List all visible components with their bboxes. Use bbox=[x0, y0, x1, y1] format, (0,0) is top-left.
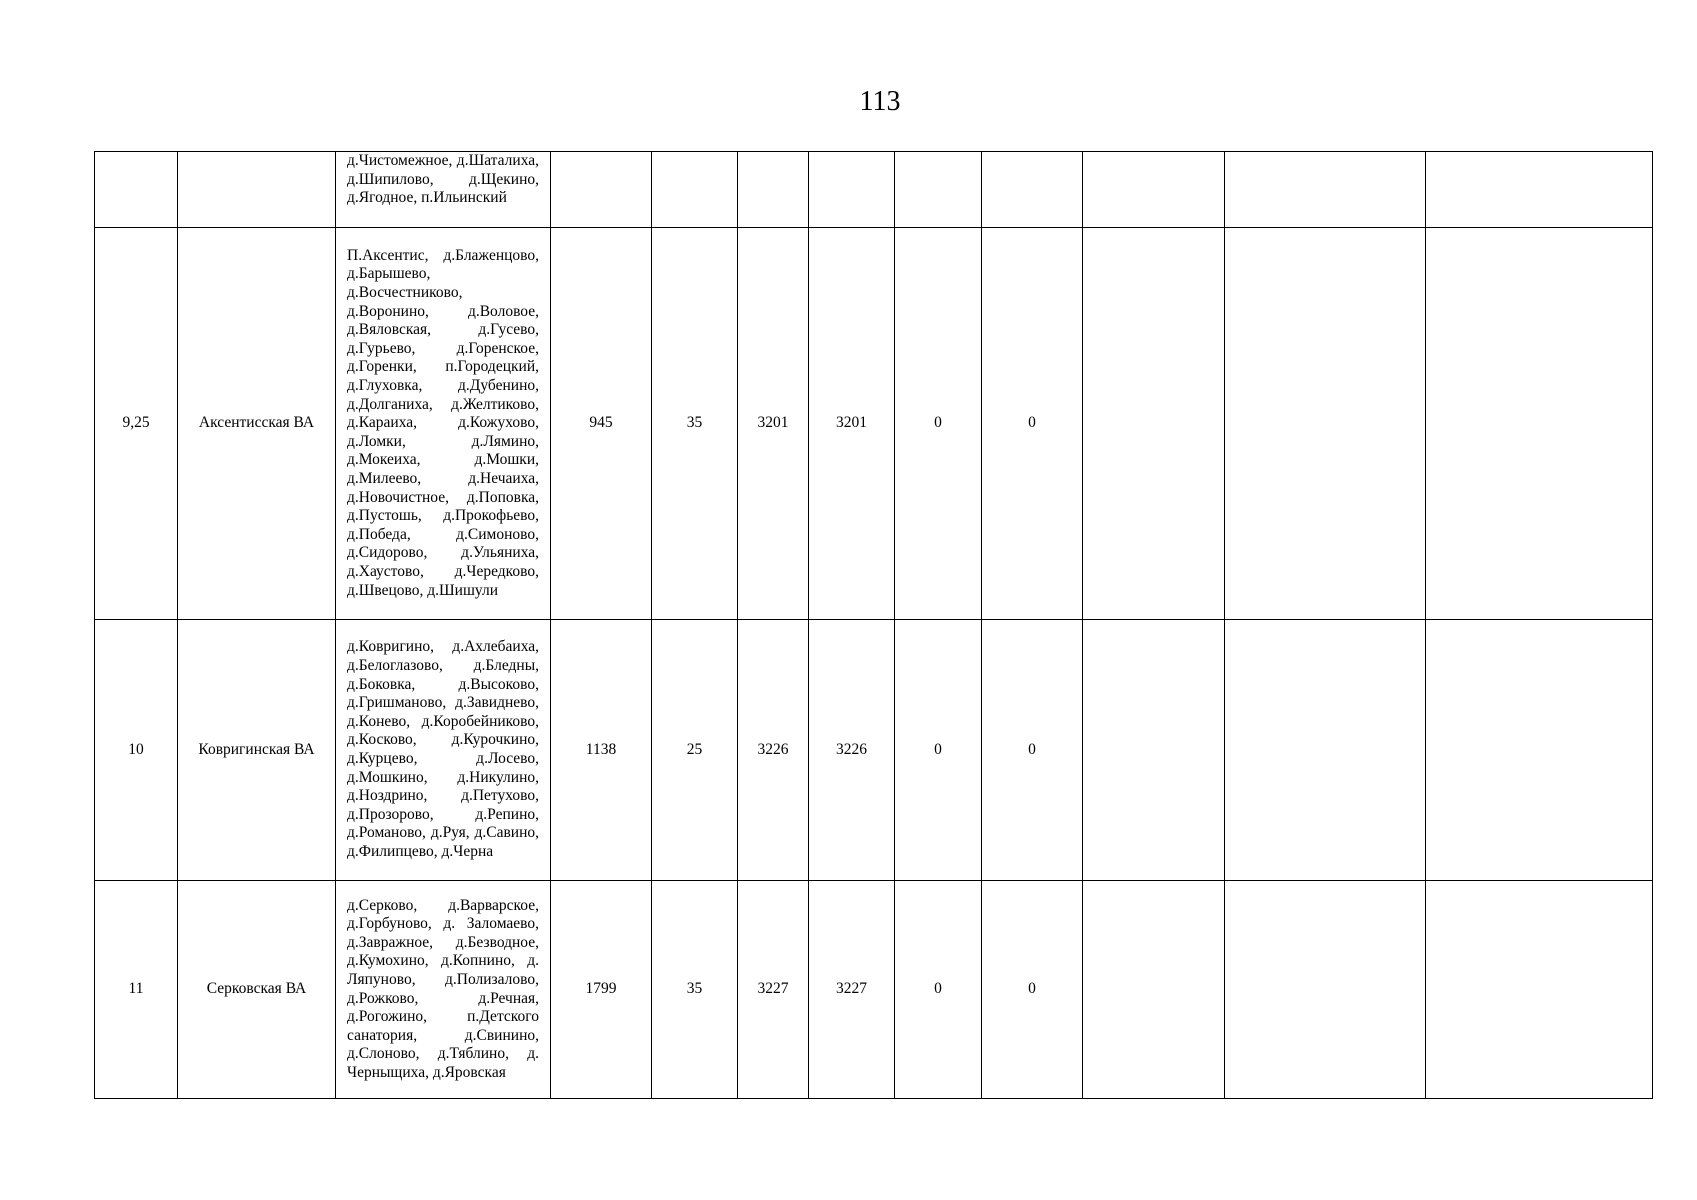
cell-value-5: 0 bbox=[895, 620, 982, 881]
cell-empty bbox=[1225, 620, 1426, 881]
cell-number: 9,25 bbox=[95, 228, 178, 620]
cell-empty bbox=[1083, 881, 1225, 1099]
cell-value-1: 1799 bbox=[551, 881, 652, 1099]
cell-empty bbox=[1083, 228, 1225, 620]
table-row bbox=[95, 228, 1653, 620]
cell-value-3: 3226 bbox=[738, 620, 809, 881]
cell-value-3 bbox=[738, 152, 809, 228]
table-row bbox=[95, 881, 1653, 1099]
cell-number: 10 bbox=[95, 620, 178, 881]
cell-value-1 bbox=[551, 152, 652, 228]
cell-name bbox=[178, 152, 336, 228]
cell-value-3: 3227 bbox=[738, 881, 809, 1099]
cell-value-6: 0 bbox=[982, 881, 1083, 1099]
cell-value-4 bbox=[809, 152, 895, 228]
cell-value-6 bbox=[982, 152, 1083, 228]
cell-value-2: 35 bbox=[652, 228, 738, 620]
cell-value-2: 35 bbox=[652, 881, 738, 1099]
cell-empty bbox=[1426, 881, 1653, 1099]
cell-value-2: 25 bbox=[652, 620, 738, 881]
cell-places: д.Чистомежное, д.Шаталиха, д.Шипилово, д.Щекино, д.Ягодное, п.Ильинский bbox=[336, 152, 551, 228]
cell-value-1: 945 bbox=[551, 228, 652, 620]
cell-number bbox=[95, 152, 178, 228]
cell-value-2 bbox=[652, 152, 738, 228]
cell-places: д.Серково, д.Варварское, д.Горбуново, д. Заломаево, д.Завражное, д.Безводное, д.Кумохино, д.Копнино, д. Ляпуново, д.Полизалово, д.Рожково, д.Речная, д.Рогожино, п.Детского санатория, д.Свинино, д.Слоново, д.Тяблино, д. Черныщиха, д.Яровская bbox=[336, 881, 551, 1099]
cell-name: Ковригинская ВА bbox=[178, 620, 336, 881]
cell-value-4: 3226 bbox=[809, 620, 895, 881]
cell-value-4: 3227 bbox=[809, 881, 895, 1099]
data-table bbox=[94, 151, 1653, 1099]
table-row bbox=[95, 620, 1653, 881]
table-row bbox=[95, 152, 1653, 228]
cell-places: П.Аксентис, д.Блаженцово, д.Барышево, д.Восчестниково, д.Воронино, д.Воловое, д.Вяловская, д.Гусево, д.Гурьево, д.Горенское, д.Горенки, п.Городецкий, д.Глуховка, д.Дубенино, д.Долганиха, д.Желтиково, д.Караиха, д.Кожухово, д.Ломки, д.Лямино, д.Мокеиха, д.Мошки, д.Милеево, д.Нечаиха, д.Новочистное, д.Поповка, д.Пустошь, д.Прокофьево, д.Победа, д.Симоново, д.Сидорово, д.Ульяниха, д.Хаустово, д.Чередково, д.Швецово, д.Шишули bbox=[336, 228, 551, 620]
cell-empty bbox=[1426, 228, 1653, 620]
cell-empty bbox=[1225, 228, 1426, 620]
cell-value-5: 0 bbox=[895, 881, 982, 1099]
cell-number: 11 bbox=[95, 881, 178, 1099]
cell-value-1: 1138 bbox=[551, 620, 652, 881]
page-number: 113 bbox=[859, 86, 901, 117]
cell-places: д.Ковригино, д.Ахлебаиха, д.Белоглазово, д.Бледны, д.Боковка, д.Высоково, д.Гришманово, д.Завиднево, д.Конево, д.Коробейниково, д.Косково, д.Курочкино, д.Курцево, д.Лосево, д.Мошкино, д.Никулино, д.Ноздрино, д.Петухово, д.Прозорово, д.Репино, д.Романово, д.Руя, д.Савино, д.Филипцево, д.Черна bbox=[336, 620, 551, 881]
cell-empty bbox=[1225, 152, 1426, 228]
cell-empty bbox=[1426, 152, 1653, 228]
cell-value-6: 0 bbox=[982, 620, 1083, 881]
cell-name: Серковская ВА bbox=[178, 881, 336, 1099]
cell-empty bbox=[1225, 881, 1426, 1099]
cell-value-5: 0 bbox=[895, 228, 982, 620]
cell-name: Аксентисская ВА bbox=[178, 228, 336, 620]
cell-empty bbox=[1083, 152, 1225, 228]
cell-value-5 bbox=[895, 152, 982, 228]
cell-value-3: 3201 bbox=[738, 228, 809, 620]
cell-value-4: 3201 bbox=[809, 228, 895, 620]
cell-empty bbox=[1083, 620, 1225, 881]
cell-empty bbox=[1426, 620, 1653, 881]
cell-value-6: 0 bbox=[982, 228, 1083, 620]
